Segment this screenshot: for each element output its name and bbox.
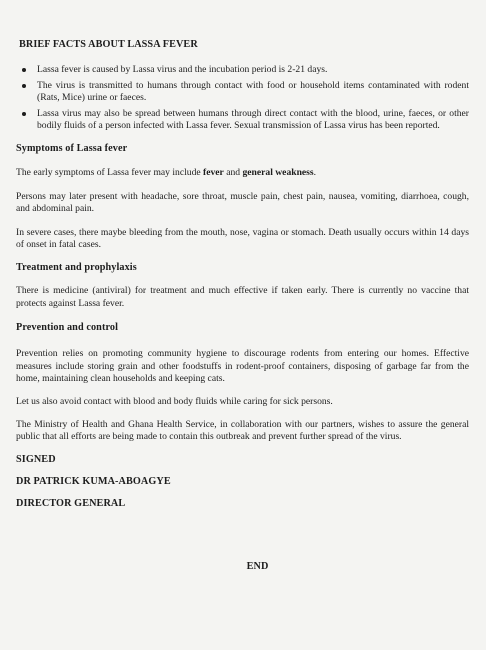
treatment-heading: Treatment and prophylaxis: [16, 261, 137, 273]
bullet-icon: [22, 112, 26, 116]
document-title: BRIEF FACTS ABOUT LASSA FEVER: [19, 39, 198, 50]
bullet-icon: [22, 84, 26, 88]
early-symptoms-prefix: The early symptoms of Lassa fever may include: [16, 166, 201, 178]
end-marker: END: [246, 560, 269, 572]
later-symptoms-text: Persons may later present with headache, sore throat, muscle pain, chest pain, nausea, vomiting, diarrhoea, cough, and abdominal pain.: [16, 190, 469, 215]
fact-text: Lassa virus may also be spread between humans through direct contact with the blood, urine, faeces, or other bodily fluids of a person infected with Lassa fever. Sexual transmission of Lassa virus has been reported.: [37, 107, 469, 132]
prevention-text: Prevention relies on promoting community hygiene to discourage rodents from entering our homes. Effective measures include storing grain and other foodstuffs in rodent-proof containers, disposing of garbage far from the home, maintaining clean households and keeping cats.: [16, 348, 469, 385]
early-symptoms-suffix: .: [313, 166, 317, 178]
fact-text: Lassa fever is caused by Lassa virus and the incubation period is 2-21 days.: [37, 64, 328, 75]
signed-label: SIGNED: [16, 453, 56, 465]
signatory-name: DR PATRICK KUMA-ABOAGYE: [16, 475, 171, 487]
avoid-contact-text: Let us also avoid contact with blood and body fluids while caring for sick persons.: [16, 395, 333, 407]
fact-text: The virus is transmitted to humans through contact with food or household items contaminated with rodent (Rats, Mice) urine or faeces.: [37, 79, 469, 104]
list-item: [16, 64, 469, 77]
symptom-general-weakness: general weakness: [242, 166, 314, 178]
facts-list: [16, 64, 469, 133]
list-item: [16, 80, 469, 105]
early-symptoms-text: [16, 167, 469, 180]
ministry-statement: The Ministry of Health and Ghana Health Service, in collaboration with our partners, wishes to assure the general public that all efforts are being made to contain this outbreak and prevent further spread of the virus.: [16, 418, 469, 443]
list-item: [16, 108, 469, 133]
symptoms-heading: Symptoms of Lassa fever: [16, 142, 128, 154]
treatment-text: There is medicine (antiviral) for treatment and much effective if taken early. There is currently no vaccine that protects against Lassa fever.: [16, 284, 469, 309]
severe-cases-text: In severe cases, there maybe bleeding from the mouth, nose, vagina or stomach. Death usually occurs within 14 days of onset in fatal cases.: [16, 226, 469, 251]
signatory-role: DIRECTOR GENERAL: [16, 497, 126, 509]
early-symptoms-and: and: [226, 166, 241, 178]
bullet-icon: [22, 68, 26, 72]
prevention-heading: Prevention and control: [16, 322, 119, 334]
symptom-fever: fever: [203, 166, 224, 178]
